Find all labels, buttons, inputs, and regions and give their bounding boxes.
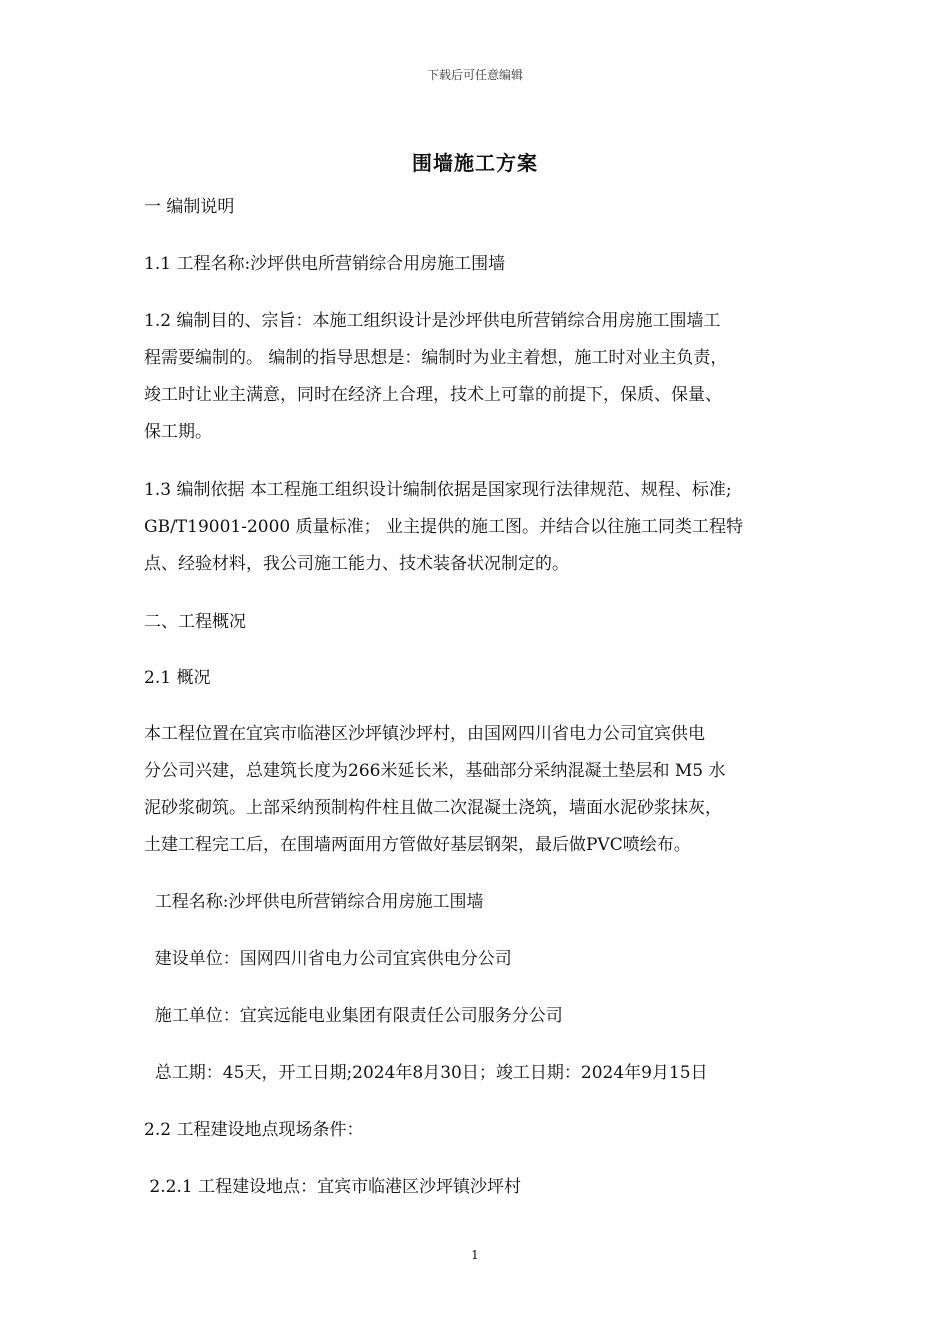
page-number: 1 [471, 1248, 479, 1262]
section-1-3-line: 1.3 编制依据 本工程施工组织设计编制依据是国家现行法律规范、规程、标准; [144, 480, 732, 500]
owner-unit: 建设单位：国网四川省电力公司宜宾供电分公司 [144, 949, 512, 969]
section-2-1: 2.1 概况 [144, 668, 211, 688]
section-1-2 [144, 303, 824, 451]
section-1-2-line: 保工期。 [144, 422, 212, 442]
section-2-1-body-line: 泥砂浆砌筑。上部采纳预制构件柱且做二次混凝土浇筑，墙面水泥砂浆抹灰， [144, 798, 722, 818]
section-1-heading: 一 编制说明 [144, 197, 235, 217]
project-name: 工程名称:沙坪供电所营销综合用房施工围墙 [144, 892, 484, 912]
section-2-1-body-line: 分公司兴建，总建筑长度为266米延长米，基础部分采纳混凝土垫层和 M5 水 [144, 761, 726, 781]
section-1-3-line: 点、经验材料，我公司施工能力、技术装备状况制定的。 [144, 554, 569, 574]
header-note: 下载后可任意编辑 [426, 68, 523, 82]
section-2-heading: 二、工程概况 [144, 612, 246, 632]
section-1-2-line: 竣工时让业主满意，同时在经济上合理，技术上可靠的前提下，保质、保量、 [144, 385, 722, 405]
schedule: 总工期：45天，开工日期;2024年8月30日；竣工日期：2024年9月15日 [144, 1063, 708, 1083]
document-title: 围墙施工方案 [412, 151, 538, 175]
section-2-2-1: 2.2.1 工程建设地点：宜宾市临港区沙坪镇沙坪村 [144, 1177, 522, 1197]
section-1-1: 1.1 工程名称:沙坪供电所营销综合用房施工围墙 [144, 254, 506, 274]
section-2-1-body-line: 本工程位置在宜宾市临港区沙坪镇沙坪村，由国网四川省电力公司宜宾供电 [144, 724, 705, 744]
section-2-2: 2.2 工程建设地点现场条件： [144, 1120, 364, 1140]
section-2-1-body [144, 716, 824, 864]
section-1-2-line: 程需要编制的。 编制的指导思想是：编制时为业主着想，施工时对业主负责， [144, 348, 728, 368]
section-2-1-body-line: 土建工程完工后，在围墙两面用方管做好基层钢架，最后做PVC喷绘布。 [144, 835, 691, 855]
section-1-3 [144, 472, 824, 583]
section-1-2-line: 1.2 编制目的、宗旨：本施工组织设计是沙坪供电所营销综合用房施工围墙工 [144, 311, 721, 331]
section-1-3-line: GB/T19001-2000 质量标准； 业主提供的施工图。并结合以往施工同类工程特 [144, 517, 744, 537]
contractor-unit: 施工单位：宜宾远能电业集团有限责任公司服务分公司 [144, 1006, 563, 1026]
